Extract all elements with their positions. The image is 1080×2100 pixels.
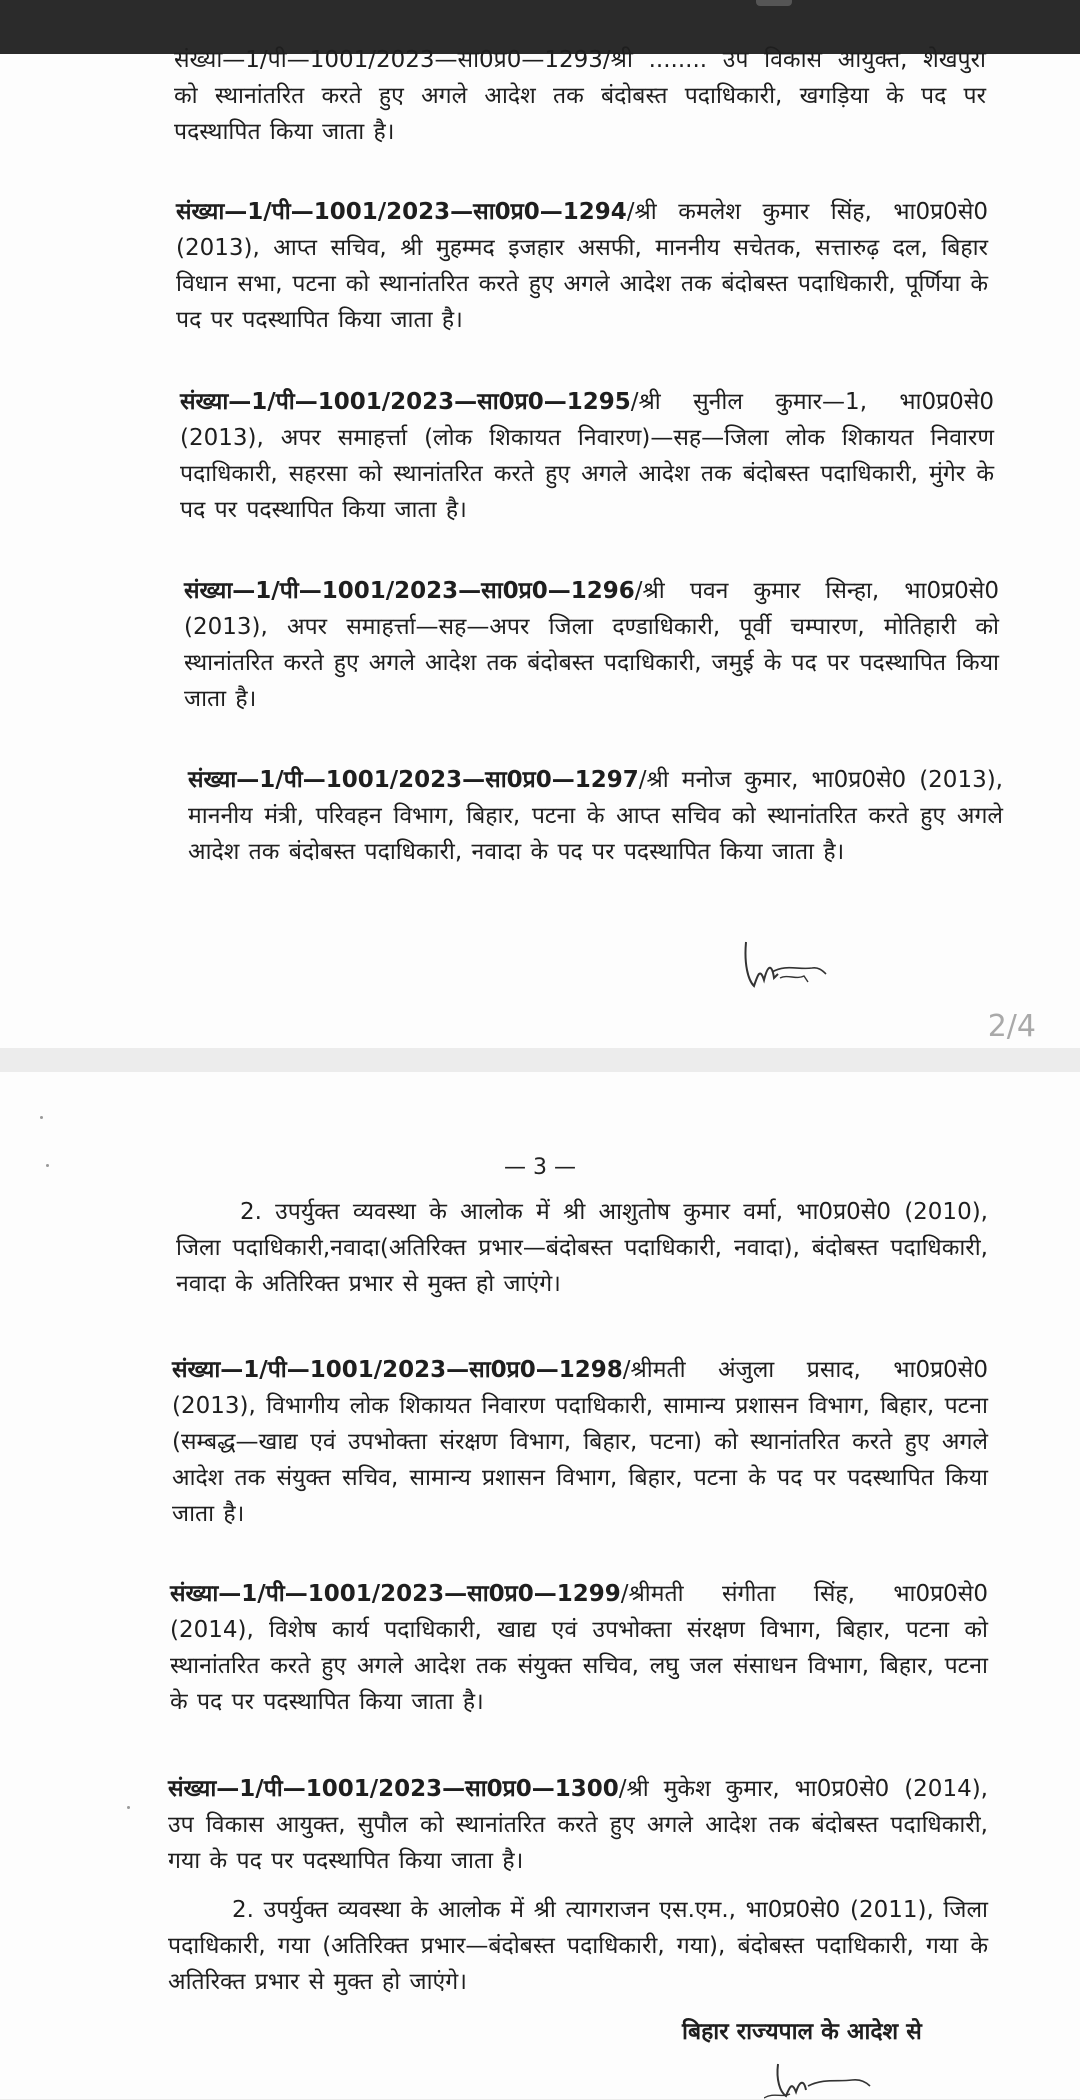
order-1298-text: /श्रीमती अंजुला प्रसाद, भा0प्र0से0 (2013), विभागीय लोक शिकायत निवारण पदाधिकारी, सामान्य प्रशासन विभाग, बिहार, पटना (सम्बद्ध—खाद्य एवं उपभोक्ता संरक्षण विभाग, बिहार, पटना) को स्थानांतरित करते हुए अगले आदेश तक संयुक्त सचिव, सामान्य प्रशासन विभाग, बिहार, पटना के पद पर पदस्थापित किया जाता है। [172, 1357, 988, 1527]
document-page-2 [0, 47, 1080, 1048]
order-1294-text: /श्री कमलेश कुमार सिंह, भा0प्र0से0 (2013), आप्त सचिव, श्री मुहम्मद इजहार असफी, माननीय सचेतक, सत्तारुढ़ दल, बिहार विधान सभा, पटना को स्थानांतरित करते हुए अगले आदेश तक बंदोबस्त पदाधिकारी, पूर्णिया के पद पर पदस्थापित किया जाता है। [176, 199, 988, 333]
order-1296-ref: संख्या—1/पी—1001/2023—सा0प्र0—1296 [184, 578, 635, 604]
top-bar-handle [756, 0, 792, 6]
order-paragraph-1295 [180, 384, 994, 528]
order-1300-text: /श्री मुकेश कुमार, भा0प्र0से0 (2014), उप विकास आयुक्त, सुपौल को स्थानांतरित करते हुए अगले आदेश तक बंदोबस्त पदाधिकारी, गया के पद पर पदस्थापित किया जाता है। [168, 1776, 988, 1874]
relief-1-text: 2. उपर्युक्त व्यवस्था के आलोक में श्री आशुतोष कुमार वर्मा, भा0प्र0से0 (2010), जिला पदाधिकारी,नवादा(अतिरिक्त प्रभार—बंदोबस्त पदाधिकारी, नवादा), बंदोबस्त पदाधिकारी, नवादा के अतिरिक्त प्रभार से मुक्त हो जाएंगे। [176, 1199, 988, 1297]
order-1295-text: /श्री सुनील कुमार—1, भा0प्र0से0 (2013), अपर समाहर्त्ता (लोक शिकायत निवारण)—सह—जिला लोक शिकायत निवारण पदाधिकारी, सहरसा को स्थानांतरित करते हुए अगले आदेश तक बंदोबस्त पदाधिकारी, मुंगेर के पद पर पदस्थापित किया जाता है। [180, 389, 994, 523]
order-paragraph-1298 [172, 1352, 988, 1532]
order-1295-ref: संख्या—1/पी—1001/2023—सा0प्र0—1295 [180, 389, 631, 415]
order-1297-text: /श्री मनोज कुमार, भा0प्र0से0 (2013), माननीय मंत्री, परिवहन विभाग, बिहार, पटना के आप्त सचिव को स्थानांतरित करते हुए अगले आदेश तक बंदोबस्त पदाधिकारी, नवादा के पद पर पदस्थापित किया जाता है। [188, 767, 1003, 865]
order-paragraph-1297 [188, 762, 1003, 870]
order-1298-ref: संख्या—1/पी—1001/2023—सा0प्र0—1298 [172, 1357, 623, 1383]
order-1300-ref: संख्या—1/पी—1001/2023—सा0प्र0—1300 [168, 1776, 619, 1802]
signature-image [738, 934, 830, 994]
by-order-of-governor: बिहार राज्यपाल के आदेश से [682, 2019, 922, 2045]
order-1299-ref: संख्या—1/पी—1001/2023—सा0प्र0—1299 [170, 1581, 621, 1607]
order-paragraph-1300 [168, 1771, 988, 1879]
signature-image [764, 2058, 874, 2100]
order-1299-text: /श्रीमती संगीता सिंह, भा0प्र0से0 (2014), विशेष कार्य पदाधिकारी, खाद्य एवं उपभोक्ता संरक्षण विभाग, बिहार, पटना को स्थानांतरित करते हुए अगले आदेश तक संयुक्त सचिव, लघु जल संसाधन विभाग, बिहार, पटना के पद पर पदस्थापित किया जाता है। [170, 1581, 988, 1715]
order-1297-ref: संख्या—1/पी—1001/2023—सा0प्र0—1297 [188, 767, 639, 793]
document-page-3 [0, 1072, 1080, 2099]
order-paragraph-1296 [184, 573, 999, 717]
relief-2-text: 2. उपर्युक्त व्यवस्था के आलोक में श्री त्यागराजन एस.एम., भा0प्र0से0 (2011), जिला पदाधिकारी, गया (अतिरिक्त प्रभार—बंदोबस्त पदाधिकारी, गया), बंदोबस्त पदाधिकारी, गया के अतिरिक्त प्रभार से मुक्त हो जाएंगे। [168, 1897, 988, 1995]
order-1293-text: संख्या—1/पी—1001/2023—सा0प्र0—1293/श्री ........ उप विकास आयुक्त, शेखपुरा को स्थानांतरित करते हुए अगले आदेश तक बंदोबस्त पदाधिकारी, खगड़िया के पद पर पदस्थापित किया जाता है। [174, 47, 986, 145]
order-paragraph-1293 [174, 42, 986, 150]
order-paragraph-1299 [170, 1576, 988, 1720]
scan-speck [40, 1116, 43, 1119]
order-paragraph-1294 [176, 194, 988, 338]
page-indicator: 2/4 [987, 1009, 1036, 1044]
scan-speck [127, 1806, 130, 1809]
page-number: — 3 — [504, 1155, 576, 1180]
order-1294-ref: संख्या—1/पी—1001/2023—सा0प्र0—1294 [176, 199, 627, 225]
relief-paragraph-2 [168, 1892, 988, 2000]
order-1296-text: /श्री पवन कुमार सिन्हा, भा0प्र0से0 (2013), अपर समाहर्त्ता—सह—अपर जिला दण्डाधिकारी, पूर्वी चम्पारण, मोतिहारी को स्थानांतरित करते हुए अगले आदेश तक बंदोबस्त पदाधिकारी, जमुई के पद पर पदस्थापित किया जाता है। [184, 578, 999, 712]
relief-paragraph-1 [176, 1194, 988, 1302]
